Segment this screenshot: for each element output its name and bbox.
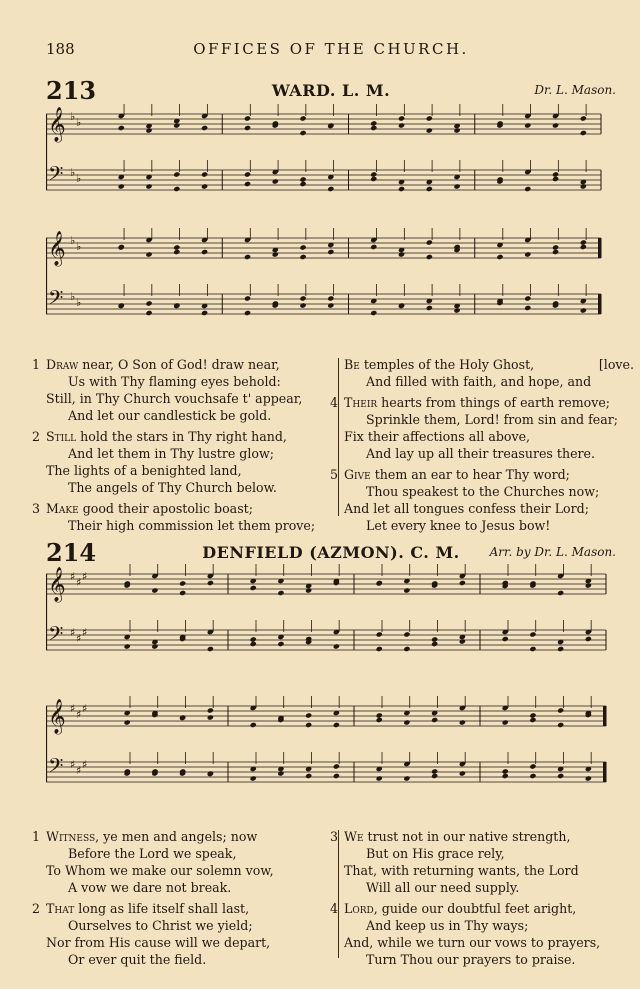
- note-head: [244, 310, 251, 316]
- note-head: [370, 310, 377, 316]
- verse-number: 4: [330, 901, 339, 916]
- note-head: [403, 646, 410, 652]
- verse-number: 1: [32, 357, 41, 372]
- line-text: The lights of a benighted land,: [46, 463, 242, 478]
- note-head: [277, 770, 284, 776]
- note-head: [524, 251, 531, 257]
- flat-icon: ♭: [70, 290, 76, 303]
- final-barline: [598, 294, 601, 314]
- note-head: [557, 707, 564, 713]
- running-title: OFFICES OF THE CHURCH.: [193, 40, 469, 58]
- line-text: Nor from His cause will we depart,: [46, 935, 271, 950]
- note-head: [370, 176, 377, 182]
- note-head: [370, 171, 377, 177]
- line-text: Or ever quit the field.: [68, 952, 207, 967]
- note-head: [426, 186, 433, 192]
- note-head: [370, 244, 377, 250]
- note-head: [376, 775, 383, 781]
- verse-number: 5: [330, 467, 339, 482]
- stanza-line: [46, 373, 338, 390]
- note-head: [299, 130, 306, 136]
- verse-number: 3: [32, 501, 41, 516]
- note-head: [376, 646, 383, 652]
- note-head: [244, 254, 251, 260]
- line-text: And filled with faith, and hope, and: [366, 374, 592, 389]
- stanza: [330, 828, 632, 896]
- note-head: [333, 722, 340, 728]
- note-head: [145, 251, 152, 257]
- stanza-line: [46, 462, 338, 479]
- stanza-line: [330, 394, 632, 411]
- note-head: [201, 183, 208, 189]
- line-text: Before the Lord we speak,: [68, 846, 237, 861]
- note-head: [459, 638, 466, 644]
- stanza: [330, 466, 632, 534]
- note-head: [431, 773, 438, 779]
- note-head: [207, 646, 214, 652]
- composer-credit: Arr. by Dr. L. Mason.: [489, 545, 616, 559]
- hymn-213-stanzas: [32, 356, 634, 533]
- line-text: And keep us in Thy ways;: [366, 918, 529, 933]
- note-head: [118, 302, 125, 308]
- stanza-line: [344, 862, 632, 879]
- composer-credit: Dr. L. Mason.: [534, 83, 616, 97]
- stanza-line: [46, 445, 338, 462]
- line-text: Witness, ye men and angels; now: [46, 829, 258, 844]
- note-head: [244, 181, 251, 187]
- line-text: Turn Thou our prayers to praise.: [366, 952, 576, 967]
- line-text: To Whom we make our solemn vow,: [46, 863, 274, 878]
- note-head: [580, 244, 587, 250]
- stanza-line: [344, 428, 632, 445]
- note-head: [250, 775, 257, 781]
- line-text: Fix their affections all above,: [344, 429, 531, 444]
- note-head: [529, 717, 536, 723]
- note-head: [201, 171, 208, 177]
- stanza-line: [46, 845, 338, 862]
- note-head: [173, 186, 180, 192]
- note-head: [299, 295, 306, 301]
- stanza-line: [46, 917, 338, 934]
- note-head: [398, 186, 405, 192]
- note-head: [327, 302, 334, 308]
- note-head: [299, 244, 306, 250]
- note-head: [426, 115, 433, 121]
- stanza-line: [46, 517, 338, 534]
- stanza-line: [344, 411, 632, 428]
- note-head: [398, 122, 405, 128]
- carried-word: [love.: [598, 357, 634, 372]
- note-head: [327, 122, 334, 128]
- flat-icon: ♭: [76, 240, 82, 253]
- note-head: [244, 125, 251, 131]
- note-head: [431, 641, 438, 647]
- stanza-line: [32, 900, 338, 917]
- note-head: [207, 580, 214, 586]
- tune-name: DENFIELD (AZMON). C. M.: [202, 543, 460, 562]
- sharp-icon: ♯: [76, 632, 82, 645]
- line-text: And let all tongues confess their Lord;: [344, 501, 589, 516]
- stanza: [32, 500, 338, 534]
- hymn-213-header: [46, 76, 616, 105]
- note-head: [179, 714, 186, 720]
- stanza: [330, 900, 632, 968]
- note-head: [250, 585, 257, 591]
- note-head: [299, 115, 306, 121]
- note-head: [376, 712, 383, 718]
- sharp-icon: ♯: [82, 702, 88, 715]
- sharp-icon: ♯: [70, 702, 76, 715]
- note-head: [496, 254, 503, 260]
- stanza: [344, 356, 632, 390]
- note-head: [524, 305, 531, 311]
- treble-clef-icon: 𝄞: [48, 699, 66, 734]
- line-text: The angels of Thy Church below.: [68, 480, 277, 495]
- flat-icon: ♭: [70, 166, 76, 179]
- note-head: [552, 122, 559, 128]
- sharp-icon: ♯: [70, 626, 76, 639]
- line-text: Ourselves to Christ we yield;: [68, 918, 253, 933]
- stanza: [32, 828, 338, 896]
- note-head: [250, 722, 257, 728]
- note-head: [376, 631, 383, 637]
- note-head: [552, 171, 559, 177]
- flat-icon: ♭: [70, 110, 76, 123]
- bass-clef-icon: 𝄢: [48, 754, 64, 782]
- hymn-214-score: [46, 562, 616, 820]
- hymn-number: 214: [46, 538, 97, 567]
- note-head: [305, 722, 312, 728]
- note-head: [207, 714, 214, 720]
- hymn-214-stanzas: [32, 828, 626, 968]
- sharp-icon: ♯: [70, 758, 76, 771]
- stanza-column-left: [32, 356, 338, 538]
- stanza-line: [344, 879, 632, 896]
- stanza-line: [46, 407, 338, 424]
- stanza-column-right: [330, 828, 632, 972]
- sharp-icon: ♯: [76, 576, 82, 589]
- note-head: [173, 171, 180, 177]
- note-head: [299, 181, 306, 187]
- note-head: [431, 717, 438, 723]
- stanza-line: [46, 879, 338, 896]
- stanza-line: [344, 373, 632, 390]
- note-head: [250, 636, 257, 642]
- note-head: [529, 763, 536, 769]
- note-head: [398, 302, 405, 308]
- line-text: And, while we turn our vows to prayers,: [344, 935, 601, 950]
- note-head: [173, 302, 180, 308]
- verse-number: 2: [32, 901, 41, 916]
- note-head: [529, 646, 536, 652]
- note-head: [272, 251, 279, 257]
- note-head: [277, 641, 284, 647]
- line-text: Their hearts from things of earth remove;: [344, 395, 611, 410]
- line-text: And let them in Thy lustre glow;: [68, 446, 274, 461]
- hymn-213-score: [46, 104, 616, 342]
- sharp-icon: ♯: [82, 626, 88, 639]
- note-head: [502, 719, 509, 725]
- note-head: [299, 302, 306, 308]
- note-head: [585, 582, 592, 588]
- stanza-line: [330, 900, 632, 917]
- stanza: [330, 394, 632, 462]
- treble-clef-icon: 𝄞: [48, 231, 66, 266]
- note-head: [552, 249, 559, 255]
- stanza-line: [344, 934, 632, 951]
- note-head: [398, 251, 405, 257]
- note-head: [524, 295, 531, 301]
- stanza-line: [344, 445, 632, 462]
- flat-icon: ♭: [70, 234, 76, 247]
- flat-icon: ♭: [76, 296, 82, 309]
- note-head: [201, 310, 208, 316]
- note-head: [552, 176, 559, 182]
- stanza-line: [330, 466, 632, 483]
- note-head: [145, 183, 152, 189]
- verse-number: 3: [330, 829, 339, 844]
- stanza-line: [46, 951, 338, 968]
- line-text: Let every knee to Jesus bow!: [366, 518, 551, 533]
- note-head: [118, 125, 125, 131]
- note-head: [151, 643, 158, 649]
- note-head: [151, 587, 158, 593]
- note-head: [305, 587, 312, 593]
- bass-clef-icon: 𝄢: [48, 162, 64, 190]
- tune-name: WARD. L. M.: [271, 81, 391, 100]
- note-head: [557, 773, 564, 779]
- stanza-line: [344, 483, 632, 500]
- treble-clef-icon: 𝄞: [48, 107, 66, 142]
- line-text: Their high commission let them prove;: [68, 518, 316, 533]
- note-head: [299, 254, 306, 260]
- verse-number: 2: [32, 429, 41, 444]
- stanza-column-right: [330, 356, 634, 538]
- final-barline: [598, 238, 601, 258]
- note-head: [173, 249, 180, 255]
- line-text: That, with returning wants, the Lord: [344, 863, 579, 878]
- line-text: A vow we dare not break.: [68, 880, 232, 895]
- stanza-line: [46, 479, 338, 496]
- note-head: [557, 590, 564, 596]
- note-head: [305, 773, 312, 779]
- note-head: [580, 130, 587, 136]
- note-head: [118, 183, 125, 189]
- note-head: [124, 719, 131, 725]
- note-head: [403, 775, 410, 781]
- note-head: [370, 120, 377, 126]
- note-head: [557, 646, 564, 652]
- page-number: 188: [46, 40, 75, 58]
- bass-clef-icon: 𝄢: [48, 286, 64, 314]
- note-head: [376, 580, 383, 586]
- line-text: Thou speakest to the Churches now;: [366, 484, 600, 499]
- note-head: [580, 307, 587, 313]
- note-head: [552, 244, 559, 250]
- line-text: Sprinkle them, Lord! from sin and fear;: [366, 412, 619, 427]
- stanza-line: [344, 951, 632, 968]
- line-text: We trust not in our native strength,: [344, 829, 571, 844]
- note-head: [118, 244, 125, 250]
- verse-number: 4: [330, 395, 339, 410]
- note-head: [431, 636, 438, 642]
- stanza-line: [32, 356, 338, 373]
- stanza-line: [32, 428, 338, 445]
- note-head: [585, 636, 592, 642]
- note-head: [376, 717, 383, 723]
- running-head: [46, 40, 616, 60]
- note-head: [502, 636, 509, 642]
- stanza: [32, 900, 338, 968]
- flat-icon: ♭: [76, 116, 82, 129]
- note-head: [173, 244, 180, 250]
- line-text: Will all our need supply.: [366, 880, 520, 895]
- note-head: [529, 631, 536, 637]
- note-head: [333, 643, 340, 649]
- note-head: [403, 631, 410, 637]
- note-head: [179, 580, 186, 586]
- stanza-column-left: [32, 828, 338, 972]
- note-head: [173, 122, 180, 128]
- final-barline: [603, 706, 606, 726]
- note-head: [333, 763, 340, 769]
- stanza-line: [46, 390, 338, 407]
- note-head: [580, 183, 587, 189]
- stanza-line: [344, 917, 632, 934]
- stanza-line: [46, 862, 338, 879]
- stanza-line: [344, 845, 632, 862]
- note-head: [580, 239, 587, 245]
- stanza-line: [344, 500, 632, 517]
- bass-clef-icon: 𝄢: [48, 622, 64, 650]
- note-head: [585, 775, 592, 781]
- note-head: [299, 176, 306, 182]
- note-head: [244, 295, 251, 301]
- note-head: [524, 186, 531, 192]
- note-head: [529, 712, 536, 718]
- note-head: [431, 768, 438, 774]
- note-head: [454, 183, 461, 189]
- note-head: [244, 115, 251, 121]
- line-text: Draw near, O Son of God! draw near,: [46, 357, 280, 372]
- stanza-line: [330, 828, 632, 845]
- note-head: [327, 249, 334, 255]
- note-head: [327, 295, 334, 301]
- stanza-line: [344, 356, 632, 373]
- note-head: [454, 127, 461, 133]
- sharp-icon: ♯: [70, 570, 76, 583]
- note-head: [426, 127, 433, 133]
- note-head: [398, 115, 405, 121]
- sharp-icon: ♯: [76, 764, 82, 777]
- note-head: [403, 719, 410, 725]
- note-head: [459, 770, 466, 776]
- hymn-214-header: [46, 538, 616, 567]
- note-head: [327, 186, 334, 192]
- note-head: [333, 773, 340, 779]
- line-text: Still hold the stars in Thy right hand,: [46, 429, 287, 444]
- note-head: [124, 643, 131, 649]
- line-text: And let our candlestick be gold.: [68, 408, 272, 423]
- line-text: Give them an ear to hear Thy word;: [344, 467, 570, 482]
- note-head: [580, 115, 587, 121]
- line-text: And lay up all their treasures there.: [366, 446, 595, 461]
- final-barline: [603, 762, 606, 782]
- stanza-line: [344, 517, 632, 534]
- line-text: Lord, guide our doubtful feet aright,: [344, 901, 577, 916]
- treble-clef-icon: 𝄞: [48, 567, 66, 602]
- line-text: Be temples of the Holy Ghost,: [344, 357, 535, 372]
- sharp-icon: ♯: [76, 708, 82, 721]
- line-text: Us with Thy flaming eyes behold:: [68, 374, 281, 389]
- stanza-line: [32, 500, 338, 517]
- note-head: [459, 719, 466, 725]
- note-head: [145, 127, 152, 133]
- note-head: [426, 239, 433, 245]
- line-text: But on His grace rely,: [366, 846, 505, 861]
- note-head: [272, 178, 279, 184]
- note-head: [426, 254, 433, 260]
- stanza: [32, 356, 338, 424]
- note-head: [250, 641, 257, 647]
- note-head: [370, 125, 377, 131]
- note-head: [201, 249, 208, 255]
- note-head: [502, 773, 509, 779]
- note-head: [529, 773, 536, 779]
- sharp-icon: ♯: [82, 570, 88, 583]
- note-head: [277, 590, 284, 596]
- line-text: Still, in Thy Church vouchsafe t' appear,: [46, 391, 303, 406]
- note-head: [244, 171, 251, 177]
- note-head: [557, 722, 564, 728]
- flat-icon: ♭: [76, 172, 82, 185]
- line-text: That long as life itself shall last,: [46, 901, 250, 916]
- stanza-line: [46, 934, 338, 951]
- sharp-icon: ♯: [82, 758, 88, 771]
- note-head: [454, 307, 461, 313]
- note-head: [207, 770, 214, 776]
- note-head: [201, 125, 208, 131]
- note-head: [403, 587, 410, 593]
- note-head: [305, 712, 312, 718]
- note-head: [179, 590, 186, 596]
- stanza-line: [32, 828, 338, 845]
- note-head: [145, 300, 152, 306]
- note-head: [459, 580, 466, 586]
- stanza: [32, 428, 338, 496]
- note-head: [502, 768, 509, 774]
- hymn-number: 213: [46, 76, 97, 105]
- note-head: [145, 310, 152, 316]
- verse-number: 1: [32, 829, 41, 844]
- note-head: [524, 122, 531, 128]
- note-head: [426, 305, 433, 311]
- note-head: [207, 707, 214, 713]
- line-text: Make good their apostolic boast;: [46, 501, 253, 516]
